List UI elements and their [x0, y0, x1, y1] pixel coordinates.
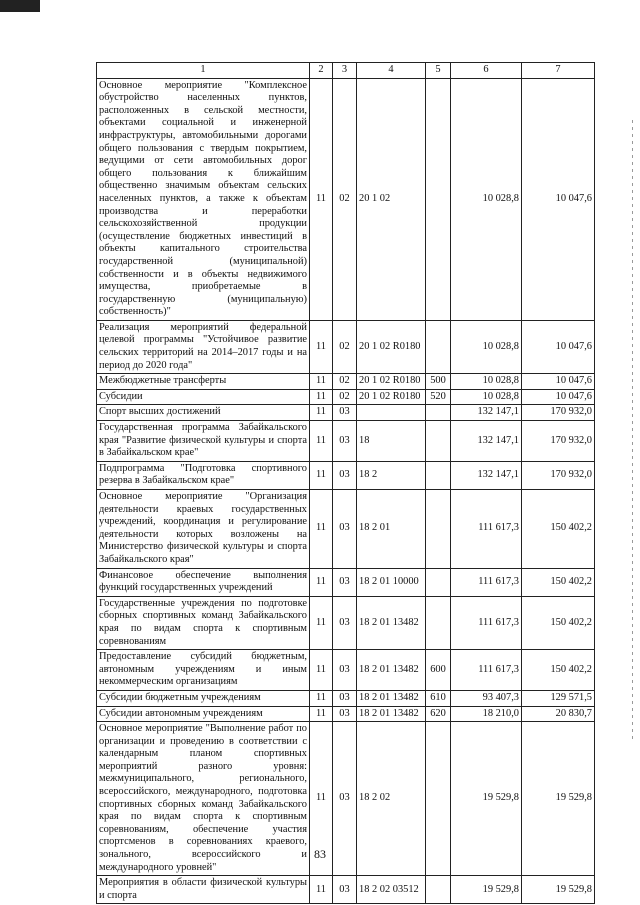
- table-row: [97, 596, 595, 649]
- amount-year2-cell: 19 529,8: [522, 876, 595, 904]
- amount-year2-cell: 150 402,2: [522, 650, 595, 691]
- target-article-cell: [357, 405, 426, 421]
- subsection-cell: 03: [333, 722, 357, 876]
- target-article-cell: 18 2 02 03512: [357, 876, 426, 904]
- subsection-cell: 03: [333, 490, 357, 569]
- row-name-cell: Субсидии автономным учреждениям: [97, 706, 310, 722]
- expense-type-cell: [426, 320, 451, 373]
- amount-year1-cell: 10 028,8: [451, 320, 522, 373]
- row-name-cell: Субсидии бюджетным учреждениям: [97, 690, 310, 706]
- subsection-cell: 03: [333, 690, 357, 706]
- target-article-cell: 18 2 01 13482: [357, 690, 426, 706]
- target-article-cell: 18: [357, 421, 426, 462]
- amount-year2-cell: 150 402,2: [522, 596, 595, 649]
- row-name-cell: Финансовое обеспечение выполнения функций государственных учреждений: [97, 568, 310, 596]
- table-row: [97, 405, 595, 421]
- header-cell: 6: [451, 63, 522, 79]
- amount-year2-cell: 19 529,8: [522, 722, 595, 876]
- row-name-cell: Межбюджетные трансферты: [97, 374, 310, 390]
- target-article-cell: 18 2 01 13482: [357, 596, 426, 649]
- table-row: [97, 374, 595, 390]
- row-name-cell: Предоставление субсидий бюджетным, автономным учреждениям и иным некоммерческим организациям: [97, 650, 310, 691]
- amount-year2-cell: 150 402,2: [522, 568, 595, 596]
- amount-year2-cell: 150 402,2: [522, 490, 595, 569]
- section-cell: 11: [310, 374, 333, 390]
- row-name-cell: Субсидии: [97, 389, 310, 405]
- section-cell: 11: [310, 650, 333, 691]
- subsection-cell: 02: [333, 389, 357, 405]
- subsection-cell: 03: [333, 876, 357, 904]
- section-cell: 11: [310, 78, 333, 320]
- amount-year2-cell: 170 932,0: [522, 405, 595, 421]
- expense-type-cell: [426, 78, 451, 320]
- amount-year1-cell: 19 529,8: [451, 876, 522, 904]
- row-name-cell: Подпрограмма "Подготовка спортивного резерва в Забайкальском крае": [97, 461, 310, 489]
- section-cell: 11: [310, 690, 333, 706]
- target-article-cell: 20 1 02 R0180: [357, 374, 426, 390]
- header-cell: 7: [522, 63, 595, 79]
- table-header-row: [97, 63, 595, 79]
- table-row: [97, 78, 595, 320]
- budget-table: [96, 62, 595, 904]
- row-name-cell: Спорт высших достижений: [97, 405, 310, 421]
- expense-type-cell: [426, 596, 451, 649]
- header-cell: 3: [333, 63, 357, 79]
- section-cell: 11: [310, 490, 333, 569]
- amount-year1-cell: 18 210,0: [451, 706, 522, 722]
- amount-year1-cell: 10 028,8: [451, 389, 522, 405]
- expense-type-cell: [426, 876, 451, 904]
- header-cell: 1: [97, 63, 310, 79]
- section-cell: 11: [310, 320, 333, 373]
- page-number: 83: [314, 847, 326, 861]
- subsection-cell: 02: [333, 78, 357, 320]
- target-article-cell: 18 2: [357, 461, 426, 489]
- subsection-cell: 02: [333, 320, 357, 373]
- header-cell: 5: [426, 63, 451, 79]
- amount-year1-cell: 93 407,3: [451, 690, 522, 706]
- target-article-cell: 18 2 01 10000: [357, 568, 426, 596]
- section-cell: 11: [310, 421, 333, 462]
- amount-year1-cell: 132 147,1: [451, 405, 522, 421]
- table-row: [97, 421, 595, 462]
- table-body: [97, 78, 595, 904]
- subsection-cell: 03: [333, 405, 357, 421]
- row-name-cell: Основное мероприятие "Выполнение работ по организации и проведению в соответствии с календарным планом спортивных мероприятий разного уровня: межмуниципального, регионального, всероссийского, международного, подготовка спортивных сборных команд Забайкальского края по видам спорта к спортивным соревнованиям, обеспечение участия спортсменов в соревнованиях краевого, зонального, всероссийского и международного уровней": [97, 722, 310, 876]
- amount-year2-cell: 10 047,6: [522, 78, 595, 320]
- table-row: [97, 876, 595, 904]
- expense-type-cell: [426, 568, 451, 596]
- table-row: [97, 320, 595, 373]
- scan-corner-mark: [0, 0, 40, 12]
- target-article-cell: 20 1 02 R0180: [357, 389, 426, 405]
- amount-year2-cell: 170 932,0: [522, 461, 595, 489]
- row-name-cell: Основное мероприятие "Организация деятельности краевых государственных учреждений, координация и регулирование деятельности которых возложены на Министерство физической культуры и спорта Забайкальского края": [97, 490, 310, 569]
- subsection-cell: 03: [333, 421, 357, 462]
- row-name-cell: Государственные учреждения по подготовке сборных спортивных команд Забайкальского края по видам спорта к спортивным соревнованиям: [97, 596, 310, 649]
- target-article-cell: 18 2 02: [357, 722, 426, 876]
- amount-year2-cell: 129 571,5: [522, 690, 595, 706]
- amount-year2-cell: 170 932,0: [522, 421, 595, 462]
- table-row: [97, 389, 595, 405]
- target-article-cell: 20 1 02: [357, 78, 426, 320]
- section-cell: 11: [310, 706, 333, 722]
- section-cell: 11: [310, 596, 333, 649]
- expense-type-cell: [426, 490, 451, 569]
- expense-type-cell: 500: [426, 374, 451, 390]
- target-article-cell: 18 2 01 13482: [357, 650, 426, 691]
- row-name-cell: Государственная программа Забайкальского края "Развитие физической культуры и спорта в Забайкальском крае": [97, 421, 310, 462]
- subsection-cell: 02: [333, 374, 357, 390]
- section-cell: 11: [310, 389, 333, 405]
- amount-year1-cell: 10 028,8: [451, 78, 522, 320]
- expense-type-cell: 620: [426, 706, 451, 722]
- amount-year1-cell: 111 617,3: [451, 650, 522, 691]
- scan-edge-line: [632, 120, 633, 740]
- row-name-cell: Мероприятия в области физической культуры и спорта: [97, 876, 310, 904]
- amount-year1-cell: 111 617,3: [451, 596, 522, 649]
- header-cell: 2: [310, 63, 333, 79]
- header-cell: 4: [357, 63, 426, 79]
- expense-type-cell: 610: [426, 690, 451, 706]
- amount-year1-cell: 132 147,1: [451, 421, 522, 462]
- table-row: [97, 706, 595, 722]
- subsection-cell: 03: [333, 568, 357, 596]
- row-name-cell: Основное мероприятие "Комплексное обустройство населенных пунктов, расположенных в сельской местности, объектами социальной и инженерной инфраструктуры, автомобильными дорогами общего пользования с твердым покрытием, ведущими от сети автомобильных дорог общего пользования к ближайшим общественно значимым объектам сельских населенных пунктов, а также к объектам производства и переработки сельскохозяйственной продукции (осуществление бюджетных инвестиций в объекты капитального строительства государственной (муниципальной) собственности и в объекты недвижимого имущества, приобретаемые в государственную (муниципальную) собственность)": [97, 78, 310, 320]
- table-row: [97, 568, 595, 596]
- expense-type-cell: 520: [426, 389, 451, 405]
- amount-year2-cell: 10 047,6: [522, 389, 595, 405]
- table-row: [97, 461, 595, 489]
- amount-year2-cell: 10 047,6: [522, 374, 595, 390]
- row-name-cell: Реализация мероприятий федеральной целевой программы "Устойчивое развитие сельских территорий на 2014–2017 годы и на период до 2020 года": [97, 320, 310, 373]
- expense-type-cell: [426, 421, 451, 462]
- subsection-cell: 03: [333, 650, 357, 691]
- subsection-cell: 03: [333, 461, 357, 489]
- table-row: [97, 650, 595, 691]
- subsection-cell: 03: [333, 596, 357, 649]
- target-article-cell: 18 2 01 13482: [357, 706, 426, 722]
- expense-type-cell: [426, 405, 451, 421]
- amount-year1-cell: 132 147,1: [451, 461, 522, 489]
- section-cell: 11: [310, 722, 333, 876]
- section-cell: 11: [310, 405, 333, 421]
- section-cell: 11: [310, 461, 333, 489]
- expense-type-cell: 600: [426, 650, 451, 691]
- amount-year1-cell: 111 617,3: [451, 490, 522, 569]
- amount-year1-cell: 111 617,3: [451, 568, 522, 596]
- section-cell: 11: [310, 568, 333, 596]
- amount-year1-cell: 19 529,8: [451, 722, 522, 876]
- table-row: [97, 490, 595, 569]
- target-article-cell: 20 1 02 R0180: [357, 320, 426, 373]
- expense-type-cell: [426, 461, 451, 489]
- table-row: [97, 690, 595, 706]
- amount-year2-cell: 20 830,7: [522, 706, 595, 722]
- subsection-cell: 03: [333, 706, 357, 722]
- amount-year2-cell: 10 047,6: [522, 320, 595, 373]
- amount-year1-cell: 10 028,8: [451, 374, 522, 390]
- section-cell: 11: [310, 876, 333, 904]
- target-article-cell: 18 2 01: [357, 490, 426, 569]
